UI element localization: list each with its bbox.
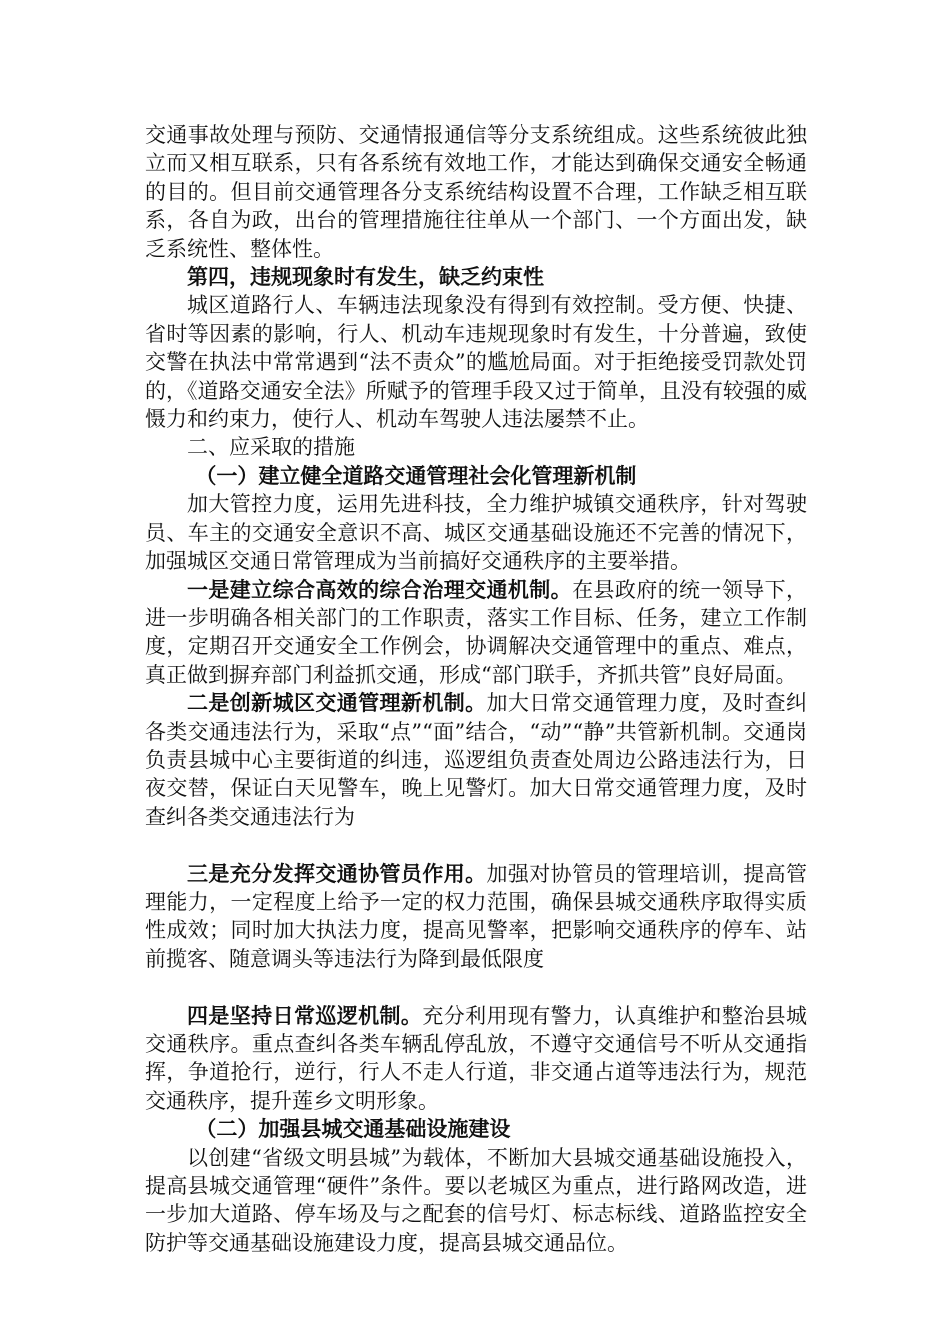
paragraph-infrastructure: 以创建“省级文明县城”为载体，不断加大县城交通基础设施投入，提高县城交通管理“硬件”条件。要以老城区为重点，进行路网改造，进一步加大道路、停车场及与之配套的信号灯、标志标线、道路监控安全防护等交通基础设施建设力度，提高县城交通品位。	[145, 1145, 807, 1255]
point-one-text: 在县政府的统一领导下，进一步明确各相关部门的工作职责，落实工作目标、任务，建立工作制度，定期召开交通安全工作例会，协调解决交通管理中的重点、难点，真正做到摒弃部门利益抓交通，形成“部门联手，齐抓共管”良好局面。	[145, 577, 808, 687]
point-four-text: 充分利用现有警力，认真维护和整治县城交通秩序。重点查纠各类车辆乱停乱放，不遵守交通信号不听从交通指挥，争道抢行，逆行，行人不走人行道，非交通占道等违法行为，规范交通秩序，提升莲乡文明形象。	[145, 1003, 808, 1113]
document-page	[145, 121, 807, 1257]
paragraph-violations: 城区道路行人、车辆违法现象没有得到有效控制。受方便、快捷、省时等因素的影响，行人、机动车违规现象时有发生，十分普遍，致使交警在执法中常常遇到“法不责众”的尴尬局面。对于拒绝接受罚款处罚的，《道路交通安全法》所赋予的管理手段又过于简单，且没有较强的威慑力和约束力，使行人、机动车驾驶人违法屡禁不止。	[145, 293, 807, 432]
subheading-new-mechanism: （一）建立健全道路交通管理社会化管理新机制	[195, 462, 637, 488]
paragraph-point-two	[145, 689, 807, 831]
paragraph-point-one	[145, 576, 807, 690]
point-one-lead: 一是建立综合高效的综合治理交通机制。	[187, 576, 573, 602]
heading-measures: 二、应采取的措施	[187, 435, 355, 460]
subheading-infrastructure: （二）加强县城交通基础设施建设	[195, 1116, 511, 1142]
paragraph-control: 加大管控力度，运用先进科技，全力维护城镇交通秩序，针对驾驶员、车主的交通安全意识不高、城区交通基础设施还不完善的情况下，加强城区交通日常管理成为当前搞好交通秩序的主要举措。	[145, 492, 807, 574]
heading-fourth-violations: 第四，违规现象时有发生，缺乏约束性	[187, 264, 544, 290]
paragraph-point-three	[145, 860, 807, 974]
blank-line	[145, 973, 807, 1001]
point-two-text: 加大日常交通管理力度，及时查纠各类交通违法行为，采取“点”“面”结合，“动”“静”共管新机制。交通岗负责县城中心主要街道的纠违，巡逻组负责查处周边公路违法行为，日夜交替，保证白天见警车，晚上见警灯。加大日常交通管理力度，及时查纠各类交通违法行为	[145, 691, 807, 829]
paragraph-system-structure: 交通事故处理与预防、交通情报通信等分支系统组成。这些系统彼此独立而又相互联系，只有各系统有效地工作，才能达到确保交通安全畅通的目的。但目前交通管理各分支系统结构设置不合理，工作缺乏相互联系，各自为政，出台的管理措施往往单从一个部门、一个方面出发，缺乏系统性、整体性。	[145, 123, 807, 261]
point-four-lead: 四是坚持日常巡逻机制。	[187, 1002, 423, 1028]
paragraph-point-four	[145, 1002, 807, 1116]
point-three-text: 加强对协管员的管理培训，提高管理能力，一定程度上给予一定的权力范围，确保县城交通秩序取得实质性成效；同时加大执法力度，提高见警率，把影响交通秩序的停车、站前揽客、随意调头等违法行为降到最低限度	[145, 861, 807, 971]
blank-line	[145, 831, 807, 859]
point-two-lead: 二是创新城区交通管理新机制。	[187, 690, 487, 716]
point-three-lead: 三是充分发挥交通协管员作用。	[187, 860, 487, 886]
